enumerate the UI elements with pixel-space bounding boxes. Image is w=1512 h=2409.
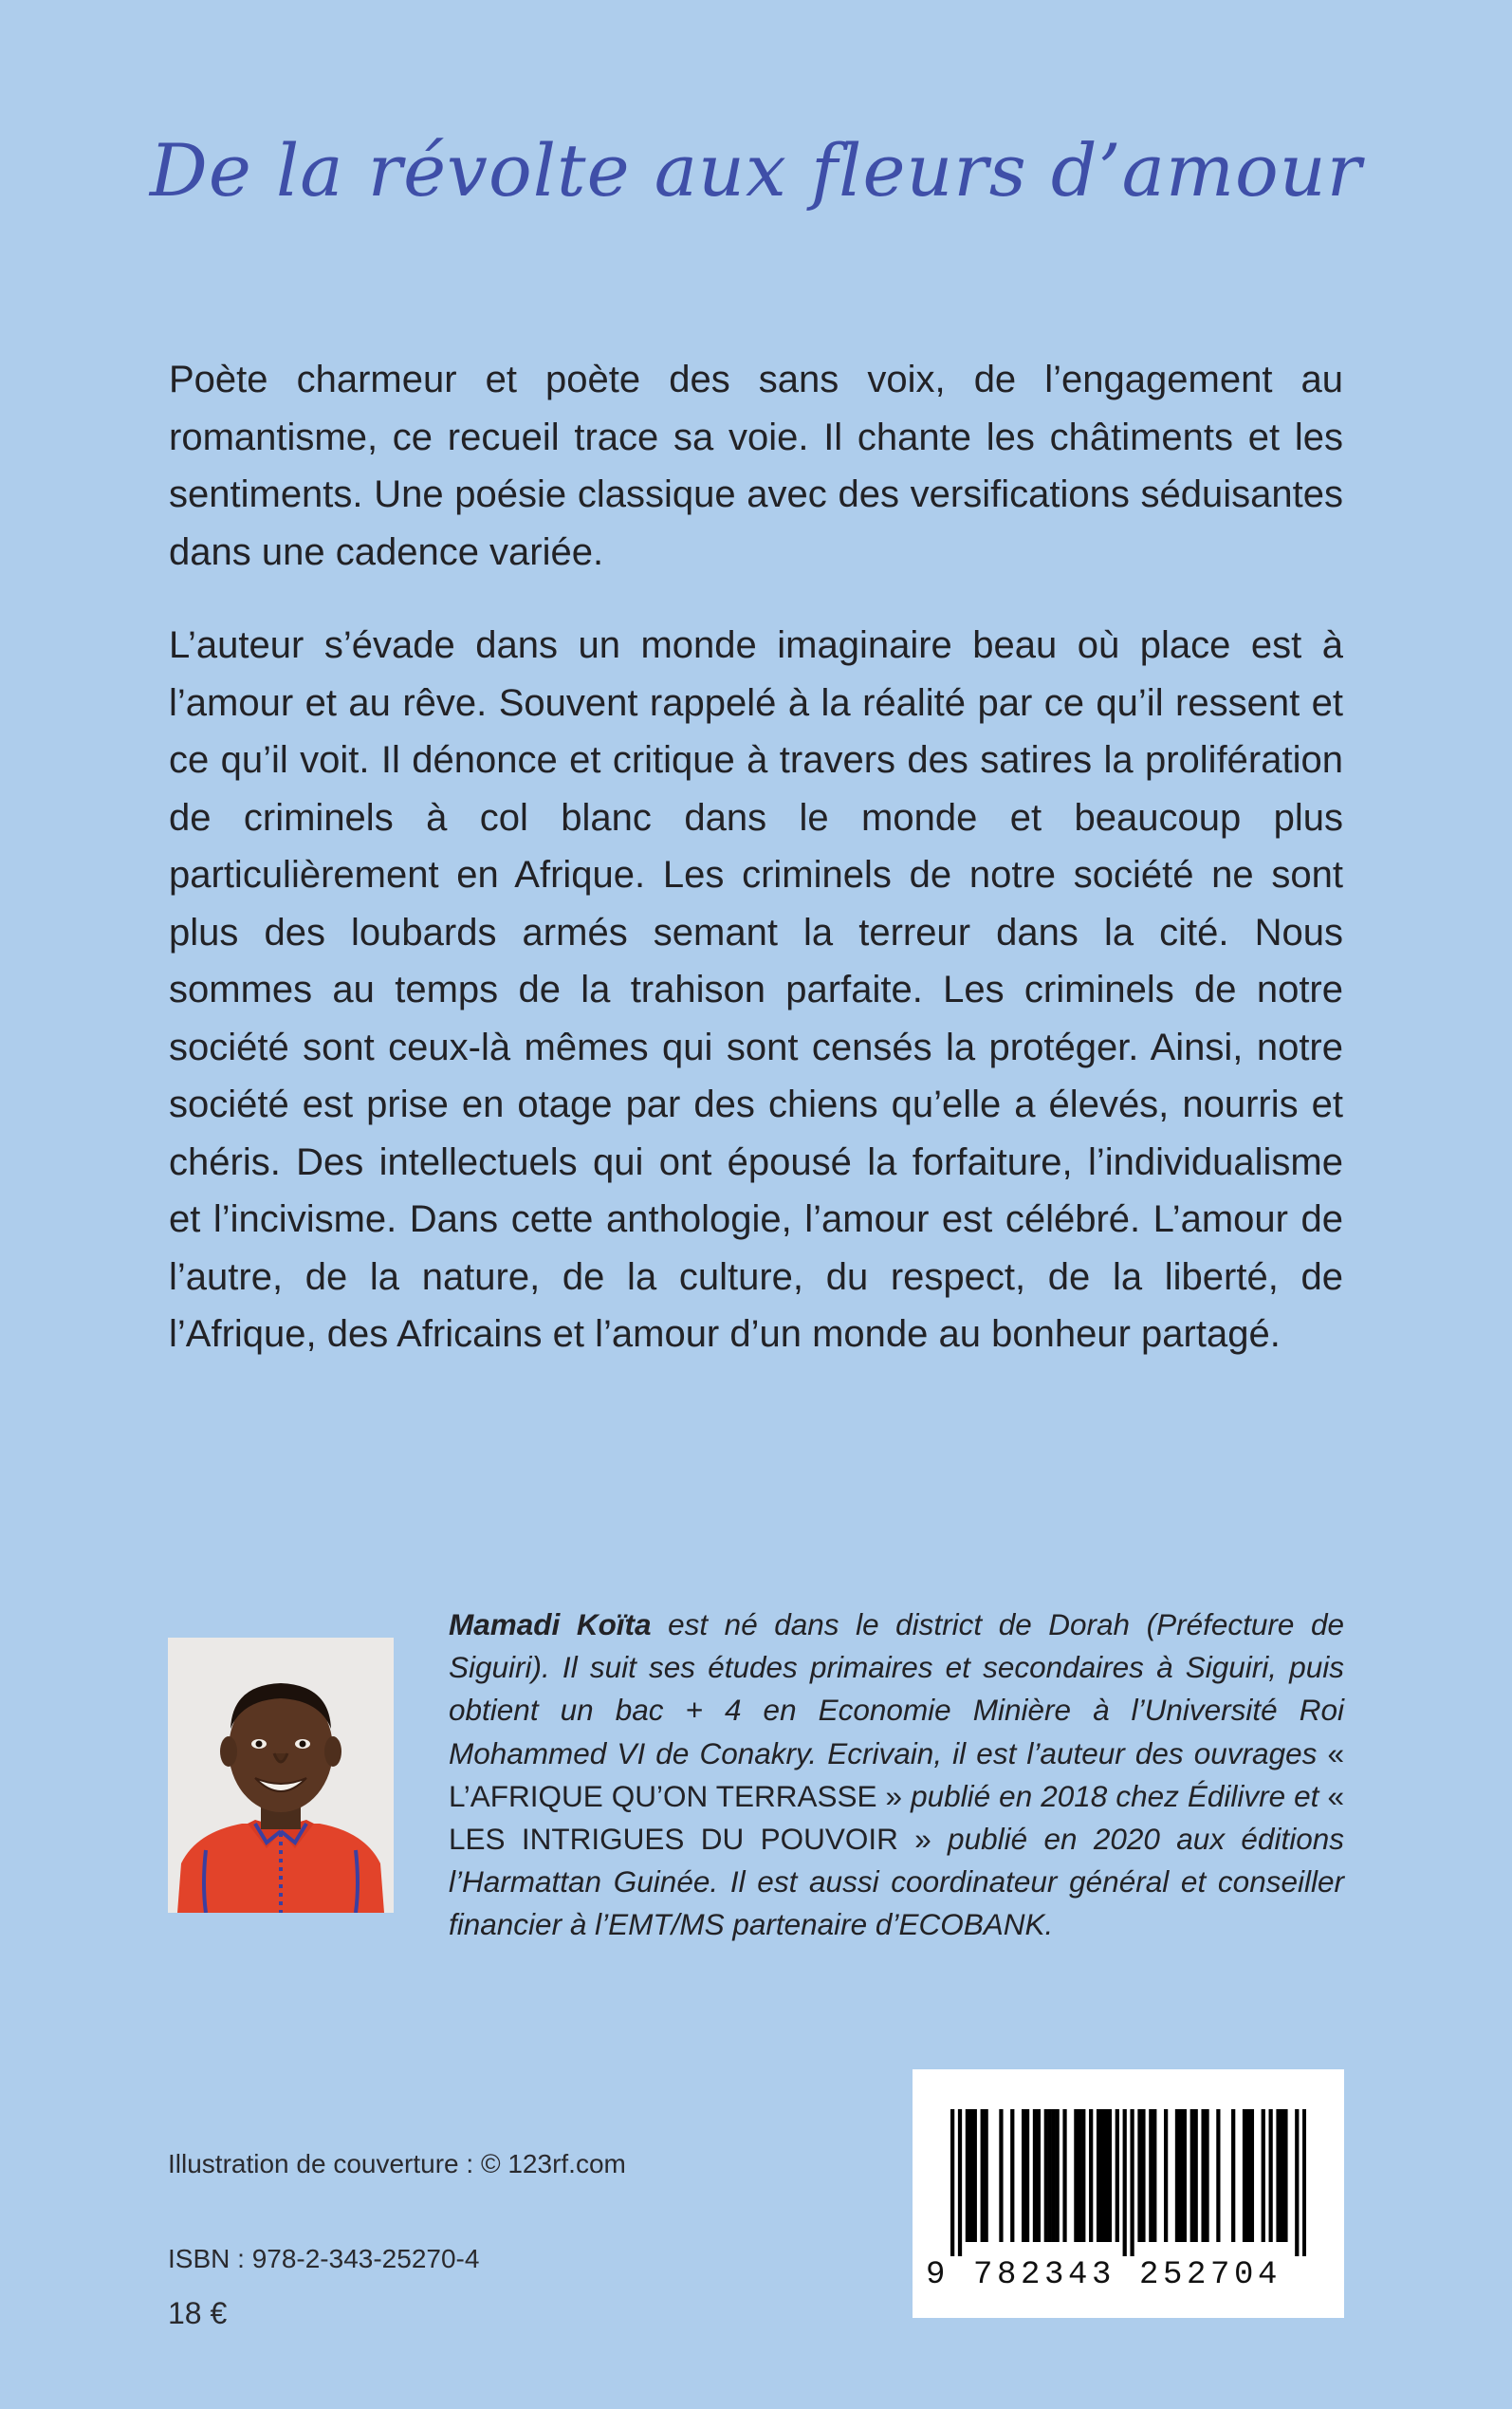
- barcode-bar: [1037, 2109, 1041, 2242]
- barcode-bar: [1243, 2109, 1246, 2242]
- barcode-bar: [981, 2109, 985, 2242]
- back-cover-blurb: [169, 351, 1343, 1399]
- barcode-bar: [1295, 2109, 1299, 2256]
- barcode-bar: [1048, 2109, 1052, 2242]
- bio-text-1: est né dans le district de Dorah (Préfecture de Siguiri). Il suit ses études primaires et secondaires à Siguiri, puis obtient un bac + 4 en Economie Minière à l’Université Roi Mohammed VI de Conakry. Ecrivain, il est l’auteur des ouvrages: [449, 1607, 1344, 1770]
- barcode-bar: [1044, 2109, 1048, 2242]
- book-title-2: « LES INTRIGUES DU POUVOIR »: [449, 1778, 1344, 1857]
- barcode-bar: [1010, 2109, 1014, 2242]
- barcode-bar: [1250, 2109, 1254, 2242]
- illustration-credit: Illustration de couverture : © 123rf.com: [168, 2149, 626, 2178]
- isbn: ISBN : 978-2-343-25270-4: [168, 2244, 480, 2273]
- bio-text-3: publié en 2020 aux éditions l’Harmattan Guinée. Il est aussi coordinateur général et conseiller financier à l’EMT/MS partenaire d’ECOBANK.: [449, 1822, 1344, 1942]
- barcode-bar: [1123, 2109, 1127, 2256]
- barcode-bar: [1194, 2109, 1198, 2242]
- barcode-bar: [1052, 2109, 1056, 2242]
- barcode-bar: [1283, 2109, 1287, 2242]
- barcode-bar: [1269, 2109, 1273, 2242]
- barcode-bar: [1130, 2109, 1134, 2256]
- barcode-bar: [1216, 2109, 1220, 2242]
- barcode-bar: [973, 2109, 977, 2242]
- book-title-1: « L’AFRIQUE QU’ON TERRASSE »: [449, 1735, 1344, 1813]
- barcode-bar: [1276, 2109, 1280, 2242]
- barcode-bar: [1175, 2109, 1179, 2242]
- barcode-bar: [1104, 2109, 1108, 2242]
- barcode-bar: [969, 2109, 973, 2242]
- blurb-paragraph-1: Poète charmeur et poète des sans voix, de l’engagement au romantisme, ce recueil trace sa voie. Il chante les châtiments et les sentiments. Une poésie classique avec des versifications séduisantes dans une cadence variée.: [169, 359, 1343, 573]
- barcode-bar: [1231, 2109, 1235, 2242]
- barcode-bar: [1164, 2109, 1168, 2242]
- barcode-bar: [1116, 2109, 1119, 2242]
- barcode-bar: [1022, 2109, 1025, 2242]
- barcode-bar: [999, 2109, 1003, 2242]
- book-title: De la révolte aux fleurs d’amour: [149, 128, 1363, 213]
- barcode-bar: [1081, 2109, 1085, 2242]
- barcode-bar: [1025, 2109, 1029, 2242]
- barcode-bar: [1089, 2109, 1093, 2242]
- barcode-bar: [1201, 2109, 1205, 2242]
- barcode-bar: [966, 2109, 969, 2242]
- author-bio: [449, 1603, 1344, 1947]
- barcode-bar: [1141, 2109, 1145, 2242]
- barcode-bar: [1108, 2109, 1112, 2242]
- barcode-bar: [1152, 2109, 1156, 2242]
- barcode-bar: [1137, 2109, 1141, 2242]
- barcode-bar: [1078, 2109, 1081, 2242]
- barcode-bar: [950, 2109, 954, 2256]
- barcode-bar: [958, 2109, 962, 2256]
- price: 18 €: [168, 2296, 228, 2330]
- barcode-bar: [1100, 2109, 1104, 2242]
- author-name: Mamadi Koïta: [449, 1607, 652, 1641]
- barcode-bar: [1190, 2109, 1194, 2242]
- barcode-bar: [1205, 2109, 1208, 2242]
- barcode-bar: [1246, 2109, 1250, 2242]
- barcode-bar: [1056, 2109, 1060, 2242]
- barcode-bar: [1262, 2109, 1265, 2242]
- barcode-bar: [1062, 2109, 1066, 2242]
- barcode-bar: [985, 2109, 988, 2242]
- barcode-bar: [1280, 2109, 1283, 2242]
- barcode-bar: [1074, 2109, 1078, 2242]
- barcode-digits: 9 782343 252704: [926, 2257, 1282, 2293]
- barcode-bar: [1302, 2109, 1306, 2256]
- barcode: [913, 2069, 1344, 2318]
- barcode-bar: [1183, 2109, 1187, 2242]
- barcode-bar: [1097, 2109, 1100, 2242]
- barcode-bars: [950, 2109, 1306, 2256]
- barcode-bar: [1149, 2109, 1152, 2242]
- barcode-bar: [1179, 2109, 1183, 2242]
- barcode-bar: [1033, 2109, 1037, 2242]
- author-photo: [168, 1638, 394, 1913]
- bio-text-2: publié en 2018 chez Édilivre et: [902, 1778, 1328, 1813]
- blurb-paragraph-2: L’auteur s’évade dans un monde imaginaire beau où place est à l’amour et au rêve. Souvent rappelé à la réalité par ce qu’il ressent et ce qu’il voit. Il dénonce et critique à travers des satires la prolifération de criminels à col blanc dans le monde et beaucoup plus particulièrement en Afrique. Les criminels de notre société ne sont plus des loubards armés semant la terreur dans la cité. Nous sommes au temps de la trahison parfaite. Les criminels de notre société sont ceux-là mêmes qui sont censés la protéger. Ainsi, notre société est prise en otage par des chiens qu’elle a élevés, nourris et chéris. Des intellectuels qui ont épousé la forfaiture, l’individualisme et l’incivisme. Dans cette anthologie, l’amour est célébré. L’amour de l’autre, de la nature, de la culture, du respect, de la liberté, de l’Afrique, des Africains et l’amour d’un monde au bonheur partagé.: [169, 624, 1343, 1355]
